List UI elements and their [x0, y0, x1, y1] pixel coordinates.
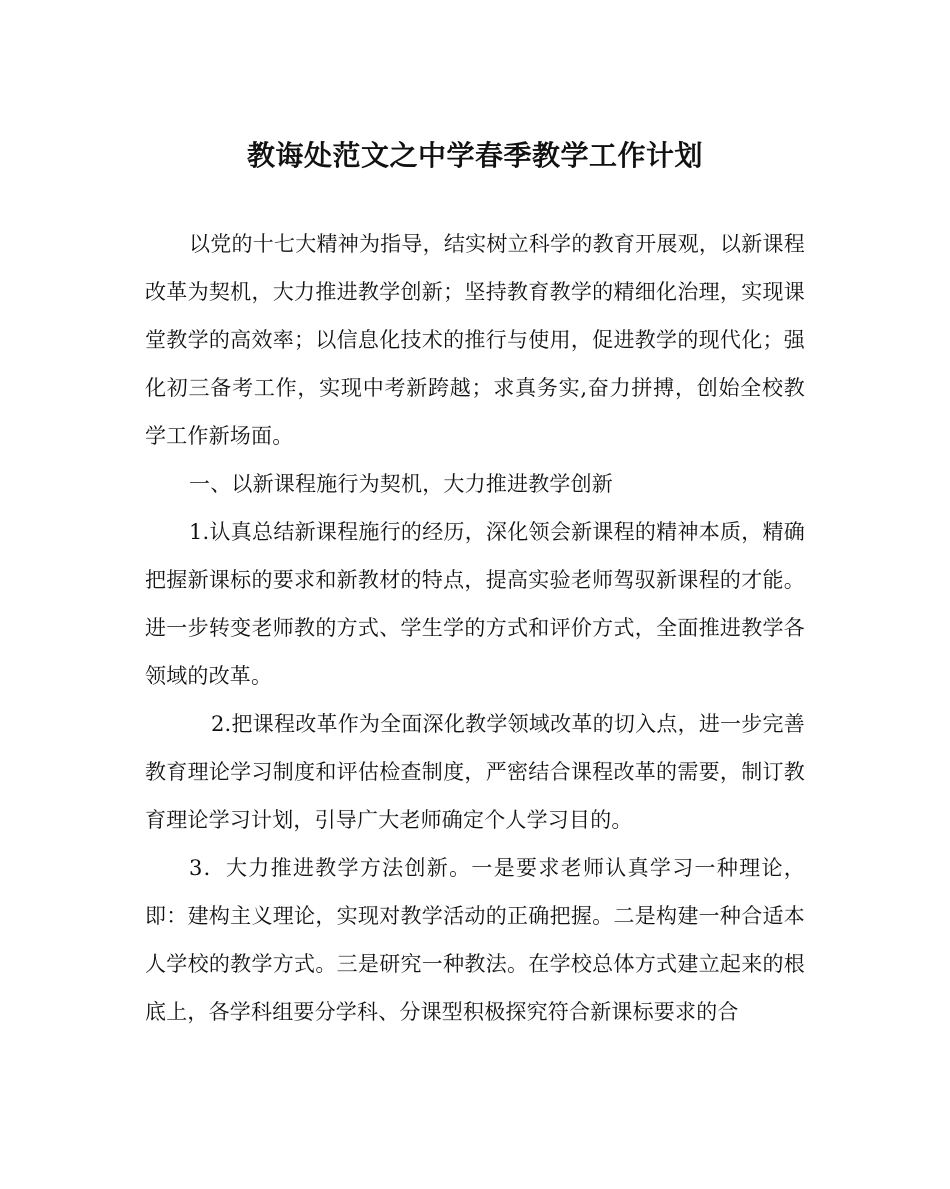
- paragraph-item-1: 1.认真总结新课程施行的经历，深化领会新课程的精神本质，精确把握新课标的要求和新教材的特点，提高实验老师驾驭新课程的才能。进一步转变老师教的方式、学生学的方式和评价方式，全面推进教学各领域的改革。: [145, 520, 805, 688]
- paragraph-intro: 以党的十七大精神为指导，结实树立科学的教育开展观，以新课程改革为契机，大力推进教学创新；坚持教育教学的精细化治理，实现课堂教学的高效率；以信息化技术的推行与使用，促进教学的现代化；强化初三备考工作，实现中考新跨越；求真务实,奋力拼搏，创始全校教学工作新场面。: [145, 232, 805, 448]
- document-body: [145, 220, 805, 1036]
- paragraph-item-3: 3．大力推进教学方法创新。一是要求老师认真学习一种理论，即：建构主义理论，实现对教学活动的正确把握。二是构建一种合适本人学校的教学方式。三是研究一种教法。在学校总体方式建立起来的根底上，各学科组要分学科、分课型积极探究符合新课标要求的合: [145, 856, 805, 1024]
- paragraph-item-2: 2.把课程改革作为全面深化教学领域改革的切入点，进一步完善教育理论学习制度和评估检查制度，严密结合课程改革的需要，制订教育理论学习计划，引导广大老师确定个人学习目的。: [145, 712, 805, 832]
- page-title: 教诲处范文之中学春季教学工作计划: [246, 139, 703, 172]
- section-heading-1: 一、以新课程施行为契机，大力推进教学创新: [189, 472, 613, 496]
